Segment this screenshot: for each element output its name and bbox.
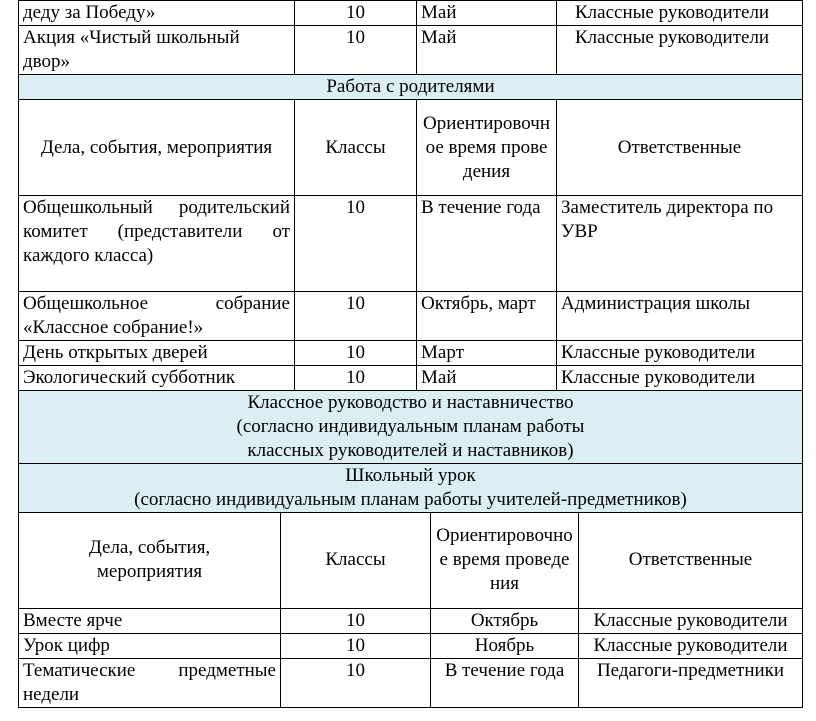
header-responsible: Ответственные — [579, 512, 803, 608]
event-cell: Экологический субботник — [19, 366, 295, 391]
header-grade: Классы — [295, 100, 417, 196]
time-cell: Май — [417, 26, 557, 75]
section-row — [19, 464, 803, 513]
section-line: классных руководителей и наставников) — [247, 440, 574, 461]
time-cell: Март — [417, 341, 557, 366]
responsible-cell: Администрация школы — [557, 292, 803, 341]
responsible-cell: Классные руководители — [579, 633, 803, 658]
grade-cell: 10 — [281, 658, 431, 707]
header-event: Дела, события, мероприятия — [19, 100, 295, 196]
section-title-parents: Работа с родителями — [19, 75, 803, 100]
time-cell: Октябрь, март — [417, 292, 557, 341]
table-row — [19, 633, 803, 658]
grade-cell: 10 — [295, 341, 417, 366]
time-cell: В течение года — [431, 658, 579, 707]
grade-cell: 10 — [281, 608, 431, 633]
section-line: Школьный урок — [345, 465, 476, 486]
section-line: (согласно индивидуальным планам работы учителей-предметников) — [134, 489, 687, 510]
grade-cell: 10 — [295, 292, 417, 341]
table-row — [19, 366, 803, 391]
table-row — [19, 1, 803, 26]
event-cell: Урок цифр — [19, 633, 281, 658]
responsible-cell: Классные руководители — [557, 341, 803, 366]
event-cell: Тематические предметные недели — [19, 658, 281, 707]
section-title-lesson — [19, 464, 803, 513]
table-row — [19, 658, 803, 707]
section-title-mentoring — [19, 391, 803, 464]
header-time: Ориентировочное время проведения — [431, 512, 579, 608]
responsible-cell: Классные руководители — [579, 608, 803, 633]
time-cell: Октябрь — [431, 608, 579, 633]
grade-cell: 10 — [295, 366, 417, 391]
plan-table-lessons — [18, 512, 803, 708]
grade-cell: 10 — [295, 1, 417, 26]
grade-cell: 10 — [295, 196, 417, 292]
responsible-cell: Классные руководители — [557, 366, 803, 391]
header-grade: Классы — [281, 512, 431, 608]
table-row — [19, 292, 803, 341]
table-row — [19, 196, 803, 292]
event-cell: Общешкольное собрание «Классное собрание!» — [19, 292, 295, 341]
time-cell: Май — [417, 366, 557, 391]
time-cell: Май — [417, 1, 557, 26]
responsible-cell: Заместитель директора по УВР — [557, 196, 803, 292]
table-row — [19, 26, 803, 75]
responsible-cell: Классные руководители — [557, 1, 803, 26]
header-time: Ориентировочное время проведения — [417, 100, 557, 196]
table-row — [19, 341, 803, 366]
responsible-cell: Педагоги-предметники — [579, 658, 803, 707]
section-line: (согласно индивидуальным планам работы — [236, 416, 585, 437]
grade-cell: 10 — [295, 26, 417, 75]
table-row — [19, 608, 803, 633]
plan-table-parents — [18, 0, 803, 513]
section-row — [19, 391, 803, 464]
header-row — [19, 100, 803, 196]
event-cell: Вместе ярче — [19, 608, 281, 633]
section-line: Классное руководство и наставничество — [247, 392, 574, 413]
section-row — [19, 75, 803, 100]
responsible-cell: Классные руководители — [557, 26, 803, 75]
event-cell: деду за Победу» — [19, 1, 295, 26]
grade-cell: 10 — [281, 633, 431, 658]
event-cell: Общешкольный родительский комитет (представители от каждого класса) — [19, 196, 295, 292]
header-responsible: Ответственные — [557, 100, 803, 196]
event-cell: День открытых дверей — [19, 341, 295, 366]
header-event: Дела, события, мероприятия — [19, 512, 281, 608]
header-row — [19, 512, 803, 608]
event-cell: Акция «Чистый школьный двор» — [19, 26, 295, 75]
document-page — [18, 0, 802, 708]
time-cell: В течение года — [417, 196, 557, 292]
time-cell: Ноябрь — [431, 633, 579, 658]
